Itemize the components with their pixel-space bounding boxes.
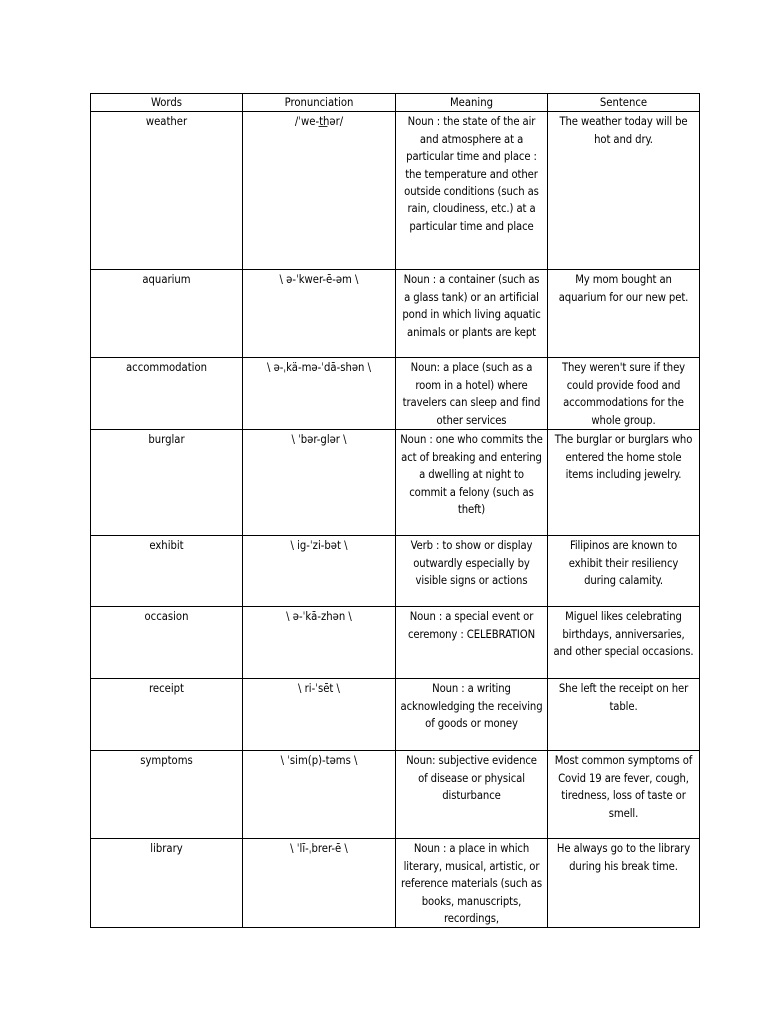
- meaning-cell: Noun : a place in which literary, musical, artistic, or reference materials (such as books, manuscripts, recordings,: [396, 839, 548, 928]
- vocabulary-table: [90, 93, 700, 928]
- word-cell: occasion: [91, 607, 243, 679]
- meaning-cell: Verb : to show or display outwardly especially by visible signs or actions: [396, 536, 548, 607]
- table-row: [91, 430, 700, 536]
- table-row: [91, 751, 700, 839]
- sentence-cell: My mom bought an aquarium for our new pet.: [548, 270, 700, 358]
- word-cell: accommodation: [91, 358, 243, 430]
- header-pronunciation: Pronunciation: [243, 94, 396, 112]
- pronunciation-cell: /ˈwe-t͟hər/: [243, 112, 396, 270]
- table-row: [91, 536, 700, 607]
- sentence-cell: The weather today will be hot and dry.: [548, 112, 700, 270]
- pronunciation-cell: \ ˈsim(p)-təms \: [243, 751, 396, 839]
- sentence-cell: Filipinos are known to exhibit their resiliency during calamity.: [548, 536, 700, 607]
- word-cell: aquarium: [91, 270, 243, 358]
- sentence-cell: Most common symptoms of Covid 19 are fever, cough, tiredness, loss of taste or smell.: [548, 751, 700, 839]
- sentence-cell: The burglar or burglars who entered the home stole items including jewelry.: [548, 430, 700, 536]
- table-row: [91, 607, 700, 679]
- pronunciation-cell: \ ə-ˈkwer-ē-əm \: [243, 270, 396, 358]
- table-row: [91, 112, 700, 270]
- pronunciation-cell: \ ˈbər-glər \: [243, 430, 396, 536]
- meaning-cell: Noun : a special event or ceremony : CELEBRATION: [396, 607, 548, 679]
- meaning-cell: Noun: a place (such as a room in a hotel) where travelers can sleep and find other services: [396, 358, 548, 430]
- pronunciation-cell: \ ə-ˈkā-zhən \: [243, 607, 396, 679]
- table-row: [91, 358, 700, 430]
- word-cell: library: [91, 839, 243, 928]
- sentence-cell: She left the receipt on her table.: [548, 679, 700, 751]
- meaning-cell: Noun : the state of the air and atmosphere at a particular time and place : the temperature and other outside conditions (such as rain, cloudiness, etc.) at a particular time and place: [396, 112, 548, 270]
- meaning-cell: Noun : a container (such as a glass tank) or an artificial pond in which living aquatic animals or plants are kept: [396, 270, 548, 358]
- meaning-cell: Noun : a writing acknowledging the receiving of goods or money: [396, 679, 548, 751]
- header-words: Words: [91, 94, 243, 112]
- word-cell: weather: [91, 112, 243, 270]
- sentence-cell: He always go to the library during his break time.: [548, 839, 700, 928]
- pronunciation-cell: \ ə-ˌkä-mə-ˈdā-shən \: [243, 358, 396, 430]
- pronunciation-cell: \ ˈlī-ˌbrer-ē \: [243, 839, 396, 928]
- sentence-cell: Miguel likes celebrating birthdays, anniversaries, and other special occasions.: [548, 607, 700, 679]
- header-sentence: Sentence: [548, 94, 700, 112]
- meaning-cell: Noun: subjective evidence of disease or physical disturbance: [396, 751, 548, 839]
- pronunciation-cell: \ ri-ˈsēt \: [243, 679, 396, 751]
- sentence-cell: They weren't sure if they could provide food and accommodations for the whole group.: [548, 358, 700, 430]
- table-row: [91, 679, 700, 751]
- word-cell: symptoms: [91, 751, 243, 839]
- pronunciation-cell: \ ig-ˈzi-bət \: [243, 536, 396, 607]
- word-cell: exhibit: [91, 536, 243, 607]
- table-row: [91, 270, 700, 358]
- meaning-cell: Noun : one who commits the act of breaking and entering a dwelling at night to commit a felony (such as theft): [396, 430, 548, 536]
- word-cell: burglar: [91, 430, 243, 536]
- table-header-row: [91, 94, 700, 112]
- header-meaning: Meaning: [396, 94, 548, 112]
- table-row: [91, 839, 700, 928]
- word-cell: receipt: [91, 679, 243, 751]
